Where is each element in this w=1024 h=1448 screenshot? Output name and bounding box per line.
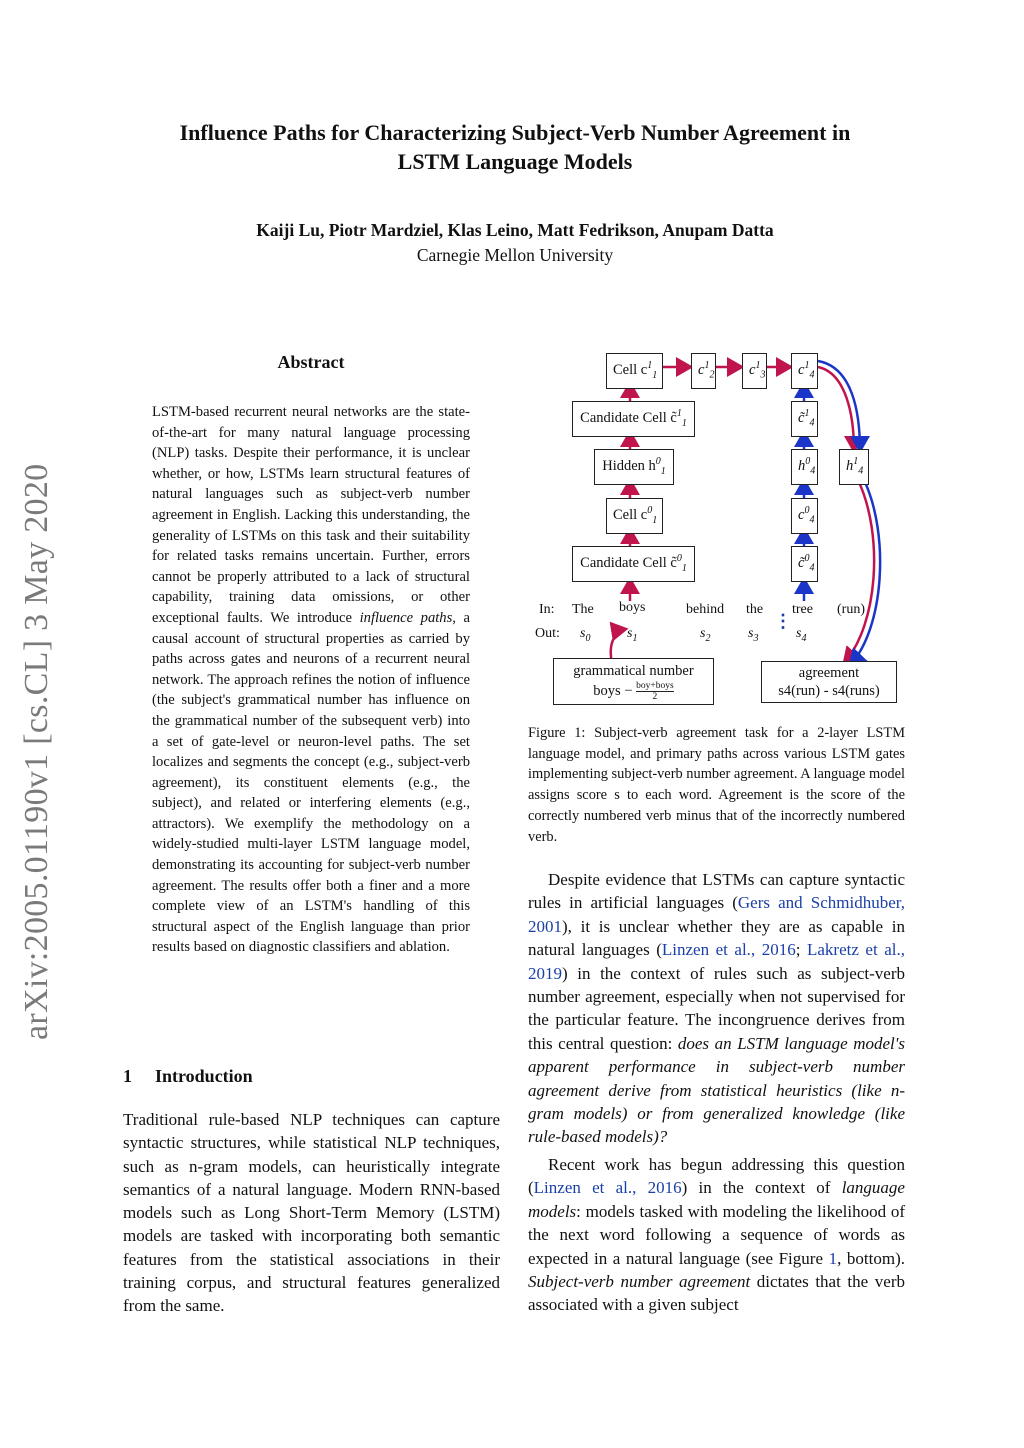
agreement-line-2: s4(run) - s4(runs)	[778, 683, 880, 699]
section-number: 1	[123, 1066, 132, 1086]
output-s2: $s_2$	[700, 626, 711, 644]
gram-frac-den: 2	[652, 692, 658, 702]
node-cand0-4: c̃$^0_4$	[791, 546, 818, 582]
abstract-text-1: LSTM-based recurrent neural networks are the state-of-the-art for many natural language processing (NLP) tasks. Despite their performance, it is unclear whether, or how, LSTMs learn structural features of natural languages such as subject-verb number agreement in English. Lacking this understanding, the generality of LSTMs on this task and their suitability for related tasks remains uncertain. Further, errors cannot be properly attributed to a lack of structural capability, training data omissions, or other exceptional faults. We introduce	[152, 404, 470, 626]
agreement-box	[761, 661, 897, 703]
word-behind: behind	[686, 602, 725, 617]
agreement-line-1: agreement	[798, 665, 860, 681]
figure-1-caption: Figure 1: Subject-verb agreement task for a 2-layer LSTM language model, and primary paths across various LSTM gates implementing subject-verb number agreement. A language model assigns score s to each word. Agreement is the score of the correctly numbered verb minus that of the incorrectly numbered verb.	[528, 725, 905, 845]
node-h0-4: $h^0_4$	[791, 449, 818, 485]
output-s0: $s_0$	[580, 626, 591, 644]
curve-h4-to-agreement-blue	[850, 480, 880, 665]
authors: Kaiji Lu, Piotr Mardziel, Klas Leino, Matt Fedrikson, Anupam Datta	[256, 220, 774, 240]
output-s3: $s_3$	[748, 626, 759, 644]
gram-line-2: boys − boy+boys 2	[593, 681, 674, 702]
figure-1	[528, 345, 918, 715]
citation-linzen-2[interactable]: Linzen et al., 2016	[533, 1178, 682, 1198]
node-c3: $c^1_3$	[742, 353, 767, 389]
node-c4: $c^1_4$	[791, 353, 818, 389]
paragraph-1: Despite evidence that LSTMs can capture syntactic rules in artificial languages (Gers and Schmidhuber, 2001), it is unclear whether they are as capable in natural languages (Linzen et al., 2016; Lakretz et al., 2019) in the context of rules such as subject-verb number agreement, especially when not supervised for the particular feature. The incongruence derives from this central question: does an LSTM language model's apparent performance in subject-verb number agreement derive from statistical heuristics (like n-gram models) or from generalized knowledge (like rule-based models)?	[528, 870, 906, 1147]
abstract-text-2: , a causal account of structural properties as carried by paths across gates and neurons of a recurrent neural network. The approach refines the notion of influence (the subject's grammatical number has influence on the grammatical number of the subsequent verb) into a set of gate-level or neuron-level paths. The set localizes and segments the concept (e.g., subject-verb agreement), its constituent elements (e.g., the subject), and related or interfering elements (e.g., attractors). We exemplify the methodology on a widely-studied multi-layer LSTM language model, demonstrating its accounting for subject-verb number agreement. The results offer both a finer and a more complete view of an LSTM's handling of this structural aspect of the English language than prior results based on diagnostic classifiers and ablation.	[152, 609, 471, 956]
row-in-label: In:	[539, 602, 555, 617]
abstract-emphasis: influence paths	[359, 609, 453, 626]
paper-title	[100, 118, 930, 176]
output-s4: $s_4$	[796, 626, 807, 644]
word-the-2: the	[746, 602, 764, 617]
word-run: (run)	[837, 602, 865, 617]
node-cand1-4: c̃$^1_4$	[791, 401, 818, 437]
gram-frac-num: boy+boys	[636, 681, 674, 691]
output-s1: $s_1$	[627, 626, 638, 644]
node-c2: $c^1_2$	[691, 353, 716, 389]
paragraph-2: Recent work has begun addressing this question (Linzen et al., 2016) in the context of language models: models tasked with modeling the likelihood of the next word following a sequence of words as expected in a natural language (see Figure 1, bottom). Subject-verb number agreement dictates that the verb associated with a given subject	[528, 1154, 906, 1315]
curve-c4-to-h4-red	[818, 367, 854, 451]
ellipsis-dots-icon: ⋮	[774, 611, 792, 631]
node-cell-1-1: Cell $c^1_1$	[606, 353, 663, 389]
node-hidden-0: Hidden $h^0_1$	[594, 449, 674, 485]
grammatical-number-box	[553, 658, 714, 705]
word-boys: boys	[619, 600, 646, 615]
citation-lakretz[interactable]: Lakretz et al., 2019	[528, 940, 905, 983]
citation-linzen[interactable]: Linzen et al., 2016	[661, 940, 796, 960]
node-c0-4: $c^0_4$	[791, 498, 818, 534]
title-line-1: Influence Paths for Characterizing Subject-Verb Number Agreement in	[179, 120, 851, 145]
node-candidate-cell-1: Candidate Cell c̃$^1_1$	[572, 401, 695, 437]
affiliation: Carnegie Mellon University	[416, 245, 614, 265]
title-line-2: LSTM Language Models	[397, 149, 633, 174]
intro-paragraph: Traditional rule-based NLP techniques can capture syntactic structures, while statistical NLP techniques, such as n-gram models, can heuristically integrate semantics of a natural language. Modern RNN-based models such as Long Short-Term Memory (LSTM) models are tasked with incorporating both semantic features from the statistical associations in their training corpus, and structural features generalized from the same.	[123, 1110, 500, 1316]
node-cell-0: Cell $c^0_1$	[606, 498, 663, 534]
word-tree: tree	[792, 602, 813, 617]
node-h1-4: $h^1_4$	[839, 449, 869, 485]
figure-ref-link[interactable]: 1	[828, 1248, 838, 1268]
curve-h4-to-agreement-red	[844, 480, 874, 663]
section-heading-introduction	[123, 1066, 253, 1087]
abstract-heading: Abstract	[277, 352, 345, 372]
gram-line-1: grammatical number	[573, 663, 694, 679]
citation-gers[interactable]: Gers and Schmidhuber, 2001	[528, 893, 905, 936]
abstract-body	[152, 402, 470, 958]
arxiv-watermark: arXiv:2005.01190v1 [cs.CL] 3 May 2020	[18, 463, 55, 1040]
node-candidate-cell-0: Candidate Cell c̃$^0_1$	[572, 546, 695, 582]
word-the: The	[572, 602, 594, 617]
right-column-text	[528, 868, 905, 1321]
section-title: Introduction	[155, 1066, 253, 1086]
row-out-label: Out:	[535, 626, 560, 641]
